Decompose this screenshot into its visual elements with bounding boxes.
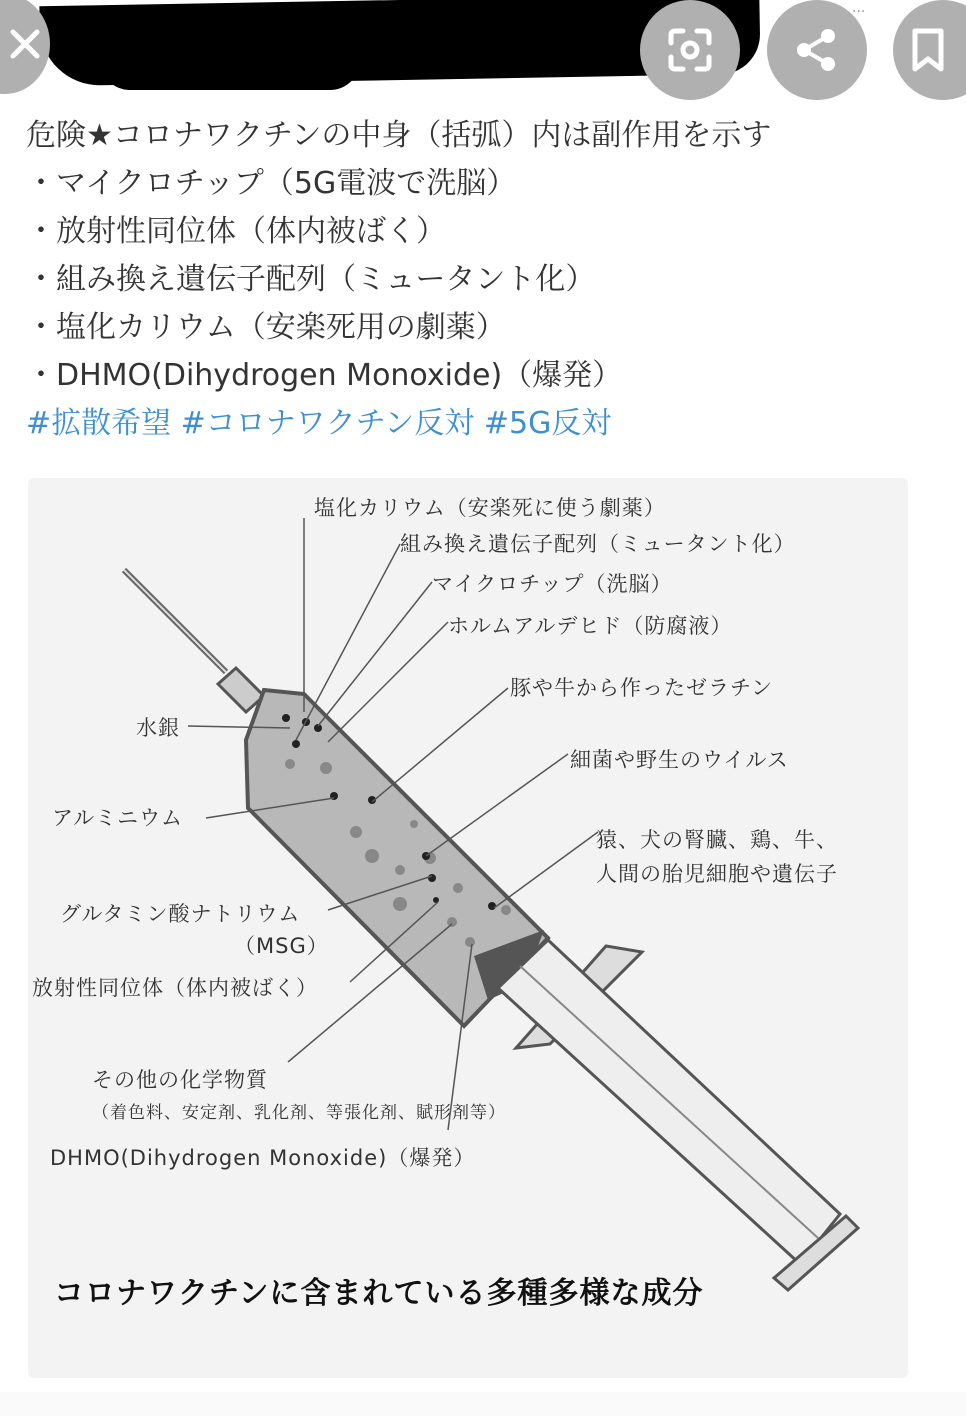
label-recombinant-gene: 組み換え遺伝子配列（ミュータント化） <box>400 532 796 556</box>
infographic-caption: コロナワクチンに含まれている多種多様な成分 <box>54 1276 704 1311</box>
share-icon <box>792 25 842 75</box>
share-button[interactable] <box>767 0 867 100</box>
bottom-edge <box>0 1392 966 1416</box>
label-aluminum: アルミニウム <box>52 806 183 830</box>
post-item: ・DHMO(Dihydrogen Monoxide)（爆発） <box>26 358 623 393</box>
infographic-image[interactable] <box>28 478 908 1378</box>
label-potassium-chloride: 塩化カリウム（安楽死に使う劇薬） <box>314 496 666 520</box>
lens-search-button[interactable] <box>640 0 740 100</box>
more-ellipsis[interactable]: ··· <box>852 4 866 20</box>
post-item: ・マイクロチップ（5G電波で洗脳） <box>26 166 517 201</box>
label-virus: 細菌や野生のウイルス <box>570 748 789 772</box>
lens-icon <box>665 25 715 75</box>
post-item: ・放射性同位体（体内被ばく） <box>26 214 446 249</box>
post-title: 危険★コロナワクチンの中身（括弧）内は副作用を示す <box>26 118 772 153</box>
label-dhmo: DHMO(Dihydrogen Monoxide)（爆発） <box>50 1146 476 1170</box>
label-cells-line1: 猿、犬の腎臓、鶏、牛、 <box>596 828 838 852</box>
hashtag-links[interactable]: #拡散希望 #コロナワクチン反対 #5G反対 <box>26 406 612 441</box>
post-item: ・塩化カリウム（安楽死用の劇薬） <box>26 310 506 345</box>
label-chemicals-line1: その他の化学物質 <box>92 1068 268 1092</box>
post-text <box>26 112 946 448</box>
label-msg-line1: グルタミン酸ナトリウム <box>60 902 301 926</box>
label-mercury: 水銀 <box>136 716 180 740</box>
top-bar <box>0 0 966 110</box>
redacted-area <box>100 30 360 90</box>
post-item: ・組み換え遺伝子配列（ミュータント化） <box>26 262 596 297</box>
label-radioisotope: 放射性同位体（体内被ばく） <box>32 976 318 1000</box>
label-msg-line2: （MSG） <box>234 934 329 958</box>
label-formaldehyde: ホルムアルデヒド（防腐液） <box>448 614 733 638</box>
label-cells-line2: 人間の胎児細胞や遺伝子 <box>596 862 838 886</box>
label-gelatin: 豚や牛から作ったゼラチン <box>510 676 773 700</box>
bookmark-button[interactable] <box>893 0 966 100</box>
label-microchip: マイクロチップ（洗脳） <box>432 572 673 596</box>
label-chemicals-line2: （着色料、安定剤、乳化剤、等張化剤、賦形剤等） <box>92 1103 506 1123</box>
close-icon <box>5 24 45 64</box>
bookmark-icon <box>903 25 953 75</box>
